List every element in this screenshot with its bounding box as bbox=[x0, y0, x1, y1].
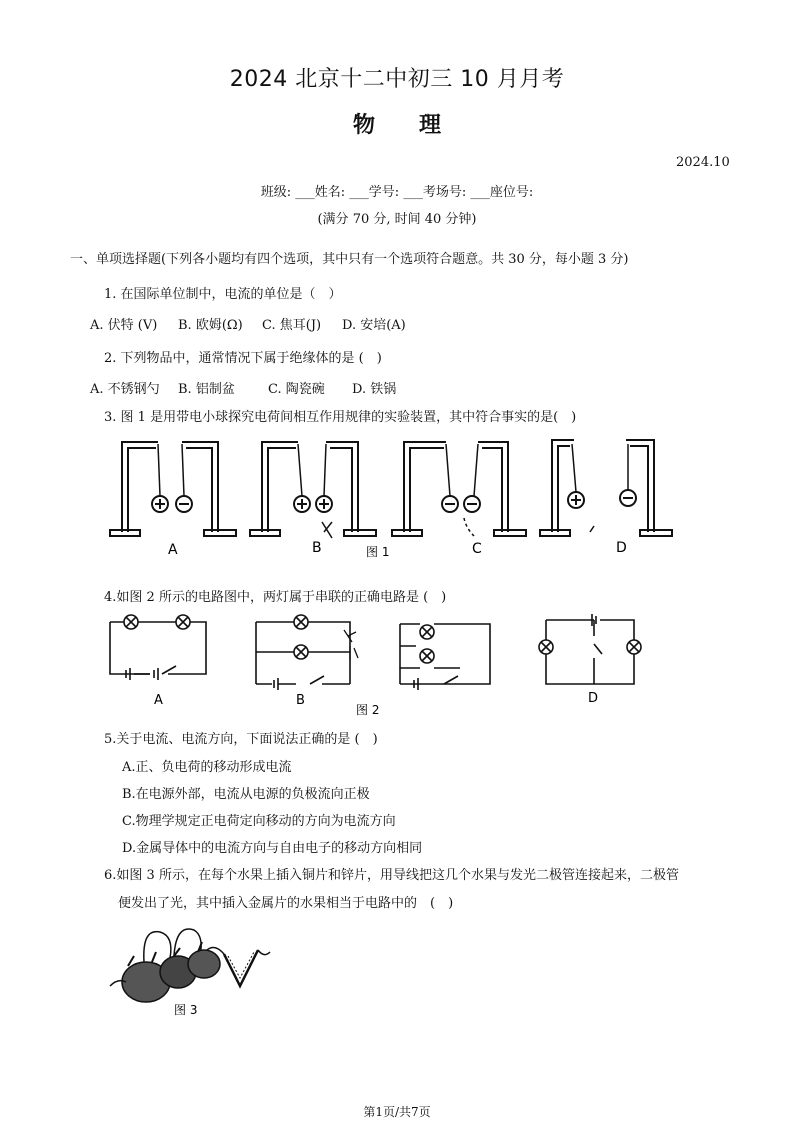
q6-stem-line-2: 便发出了光，其中插入金属片的水果相当于电路中的 ( ) bbox=[118, 896, 454, 911]
fig2-label-d: D bbox=[588, 691, 599, 706]
q5-stem: 5.关于电流、电流方向，下面说法正确的是 ( ) bbox=[104, 732, 378, 747]
subject-char-2: 理 bbox=[419, 113, 442, 138]
exam-title: 2024 北京十二中初三 10 月月考 bbox=[229, 67, 565, 92]
q5-option-d: D.金属导体中的电流方向与自由电子的移动方向相同 bbox=[122, 841, 423, 856]
q3-stem: 3. 图 1 是用带电小球探究电荷间相互作用规律的实验装置，其中符合事实的是( ) bbox=[104, 410, 577, 425]
circuit-c bbox=[400, 624, 490, 690]
q6-stem-line-1: 6.如图 3 所示，在每个水果上插入铜片和锌片，用导线把这几个水果与发光二极管连接起来，二极管 bbox=[104, 868, 679, 883]
q1-option-b: B. 欧姆(Ω) bbox=[178, 318, 243, 333]
setup-d bbox=[540, 440, 672, 536]
setup-c bbox=[392, 442, 526, 536]
figure-2-circuits bbox=[100, 612, 680, 720]
fig2-label-a: A bbox=[154, 693, 163, 708]
fig1-label-a: A bbox=[168, 542, 178, 558]
switch-a bbox=[162, 666, 176, 674]
fig2-label-b: B bbox=[296, 693, 305, 708]
student-info-line: 班级: ___姓名: ___学号: ___考场号: ___座位号: bbox=[260, 185, 534, 200]
fig1-label-b: B bbox=[312, 540, 322, 556]
fig1-caption: 图 1 bbox=[366, 545, 390, 559]
page-number: 第1页/共7页 bbox=[363, 1105, 431, 1119]
circuit-a bbox=[110, 615, 206, 680]
fig1-label-c: C bbox=[472, 541, 482, 557]
q1-stem: 1. 在国际单位制中，电流的单位是（ ） bbox=[104, 287, 342, 302]
q5-option-a: A.正、负电荷的移动形成电流 bbox=[122, 760, 292, 775]
q2-option-d: D. 铁锅 bbox=[352, 382, 397, 397]
q1-option-a: A. 伏特 (V) bbox=[90, 318, 158, 333]
section-heading: 一、单项选择题(下列各小题均有四个选项，其中只有一个选项符合题意。共 30 分，每小题 3 分) bbox=[70, 252, 629, 267]
q5-option-c: C.物理学规定正电荷定向移动的方向为电流方向 bbox=[122, 814, 396, 829]
fig3-caption: 图 3 bbox=[174, 1003, 198, 1017]
fruit-3 bbox=[188, 950, 220, 978]
q1-option-d: D. 安培(A) bbox=[342, 318, 406, 333]
circuit-b bbox=[256, 615, 358, 690]
setup-b bbox=[250, 442, 376, 536]
circuit-d bbox=[539, 614, 641, 684]
q2-option-a: A. 不锈钢勺 bbox=[90, 382, 160, 397]
q2-option-c: C. 陶瓷碗 bbox=[268, 382, 325, 397]
q2-stem: 2. 下列物品中，通常情况下属于绝缘体的是 ( ) bbox=[104, 351, 382, 366]
fig1-label-d: D bbox=[616, 540, 627, 556]
figure-3-fruit-battery bbox=[104, 922, 274, 1022]
q1-option-c: C. 焦耳(J) bbox=[262, 318, 322, 333]
q2-option-b: B. 铝制盆 bbox=[178, 382, 235, 397]
q4-stem: 4.如图 2 所示的电路图中，两灯属于串联的正确电路是 ( ) bbox=[104, 590, 447, 605]
setup-a bbox=[110, 442, 236, 536]
led-diode bbox=[224, 950, 258, 986]
fig2-caption: 图 2 bbox=[356, 703, 380, 717]
subject-char-1: 物 bbox=[352, 113, 375, 138]
subject-title bbox=[0, 108, 794, 139]
score-time-line: (满分 70 分, 时间 40 分钟) bbox=[317, 212, 477, 227]
figure-1-charged-balls bbox=[100, 432, 680, 562]
exam-date: 2024.10 bbox=[676, 155, 730, 170]
q5-option-b: B.在电源外部，电流从电源的负极流向正极 bbox=[122, 787, 370, 802]
